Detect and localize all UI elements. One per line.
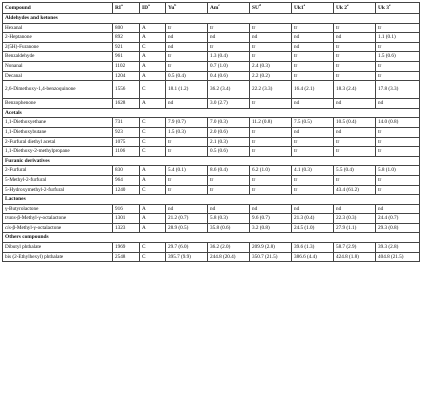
- section-title: Furanic derivatives: [3, 156, 420, 166]
- value-cell: tr: [166, 147, 208, 157]
- compound-name: 5-Methyl-2-furfural: [5, 176, 47, 183]
- compound-name: Hexanal: [5, 24, 23, 31]
- footnote-marker: e: [346, 3, 349, 8]
- compound-name: Decanal: [5, 72, 22, 79]
- table-row: [3, 175, 420, 185]
- table-row: [3, 204, 420, 214]
- compound-name: Benzaldehyde: [5, 53, 35, 60]
- column-header-label: Uk 3: [378, 5, 389, 11]
- id-cell: A: [140, 214, 166, 224]
- value-cell: tr: [208, 42, 250, 52]
- ri-cell: 1102: [113, 61, 140, 71]
- value-cell: 1.5 (0.3): [166, 127, 208, 137]
- value-cell: 209.9 (2.8): [250, 243, 292, 253]
- value-cell: tr: [292, 175, 334, 185]
- value-cell: 27.9 (1.1): [334, 223, 376, 233]
- value-cell: 5.8 (0.3): [208, 214, 250, 224]
- value-cell: tr: [250, 127, 292, 137]
- compound-name-cell: [3, 127, 113, 137]
- value-cell: tr: [334, 147, 376, 157]
- value-cell: 244.8 (20.4): [208, 252, 250, 262]
- value-cell: 3.2 (0.8): [250, 223, 292, 233]
- value-cell: 2.2 (0.2): [250, 71, 292, 81]
- id-cell: A: [140, 52, 166, 62]
- value-cell: 350.7 (21.5): [250, 252, 292, 262]
- value-cell: nd: [292, 42, 334, 52]
- ri-cell: 923: [113, 127, 140, 137]
- value-cell: 16.4 (2.1): [292, 81, 334, 99]
- compound-name-cell: [3, 52, 113, 62]
- value-cell: nd: [166, 204, 208, 214]
- id-cell: A: [140, 71, 166, 81]
- id-cell: A: [140, 23, 166, 33]
- footnote-marker: e: [388, 3, 391, 8]
- value-cell: nd: [376, 99, 420, 109]
- value-cell: 5.8 (1.0): [376, 166, 420, 176]
- value-cell: tr: [334, 52, 376, 62]
- value-cell: nd: [250, 204, 292, 214]
- footnote-marker: a: [121, 3, 123, 8]
- ri-cell: 1969: [113, 243, 140, 253]
- value-cell: tr: [208, 175, 250, 185]
- value-cell: tr: [376, 42, 420, 52]
- table-row: [3, 61, 420, 71]
- value-cell: 28.9 (0.5): [166, 223, 208, 233]
- compound-name-cell: [3, 214, 113, 224]
- ri-cell: 1301: [113, 214, 140, 224]
- id-cell: C: [140, 118, 166, 128]
- compound-name: γ-Butyrolactone: [5, 205, 39, 212]
- value-cell: 10.5 (0.4): [334, 118, 376, 128]
- value-cell: tr: [376, 61, 420, 71]
- value-cell: nd: [166, 99, 208, 109]
- value-cell: 1.5 (0.6): [376, 52, 420, 62]
- value-cell: 4.1 (0.3): [292, 166, 334, 176]
- value-cell: tr: [376, 71, 420, 81]
- value-cell: tr: [376, 175, 420, 185]
- value-cell: tr: [376, 147, 420, 157]
- value-cell: nd: [376, 204, 420, 214]
- section-row: [3, 14, 420, 24]
- value-cell: tr: [292, 137, 334, 147]
- value-cell: tr: [250, 137, 292, 147]
- id-cell: C: [140, 42, 166, 52]
- value-cell: 7.0 (0.3): [208, 118, 250, 128]
- value-cell: tr: [292, 61, 334, 71]
- value-cell: 6.2 (1.0): [250, 166, 292, 176]
- id-cell: A: [140, 223, 166, 233]
- value-cell: tr: [334, 42, 376, 52]
- value-cell: nd: [208, 33, 250, 43]
- value-cell: nd: [334, 127, 376, 137]
- value-cell: 3.0 (2.7): [208, 99, 250, 109]
- value-cell: tr: [208, 23, 250, 33]
- section-title: Others compounds: [3, 233, 420, 243]
- table-row: [3, 185, 420, 195]
- value-cell: 2.1 (0.3): [208, 137, 250, 147]
- value-cell: 17.8 (3.3): [376, 81, 420, 99]
- header-row: [3, 3, 420, 14]
- id-cell: A: [140, 166, 166, 176]
- compound-name-cell: [3, 204, 113, 214]
- compound-name-cell: [3, 243, 113, 253]
- column-header-label: SU: [252, 5, 259, 11]
- value-cell: 22.2 (3.3): [250, 81, 292, 99]
- table-row: [3, 71, 420, 81]
- compound-name: -β-Methyl-γ-octalactone: [10, 224, 62, 231]
- footnote-marker: a: [148, 3, 150, 8]
- isomer-prefix: trans: [5, 215, 16, 222]
- value-cell: tr: [250, 175, 292, 185]
- section-title: Aldehydes and ketones: [3, 14, 420, 24]
- value-cell: 5.4 (0.1): [166, 166, 208, 176]
- value-cell: 0.7 (1.0): [208, 61, 250, 71]
- id-cell: C: [140, 127, 166, 137]
- compound-name: 1,1-Diethoxyethane: [5, 119, 47, 126]
- column-header: [113, 3, 140, 14]
- value-cell: tr: [334, 137, 376, 147]
- value-cell: 0.4 (0.6): [208, 71, 250, 81]
- table-row: [3, 23, 420, 33]
- id-cell: A: [140, 33, 166, 43]
- compound-name-cell: [3, 33, 113, 43]
- value-cell: 35.8 (0.6): [208, 223, 250, 233]
- table-row: [3, 147, 420, 157]
- value-cell: nd: [334, 33, 376, 43]
- table-body: [3, 14, 420, 262]
- value-cell: tr: [292, 71, 334, 81]
- table-row: [3, 223, 420, 233]
- table-row: [3, 81, 420, 99]
- value-cell: tr: [166, 23, 208, 33]
- compound-name: 2-Furfural diethyl acetal: [5, 138, 56, 145]
- value-cell: tr: [250, 23, 292, 33]
- column-header-label: Yu: [168, 5, 175, 11]
- compound-name-cell: [3, 71, 113, 81]
- compound-name: bis (2-Ethylhexyl) phthalate: [5, 253, 64, 260]
- value-cell: 9.6 (0.7): [250, 214, 292, 224]
- id-cell: A: [140, 204, 166, 214]
- value-cell: 11.2 (0.8): [250, 118, 292, 128]
- compound-name-cell: [3, 252, 113, 262]
- compound-name: Dibutyl phthalate: [5, 244, 42, 251]
- value-cell: nd: [292, 204, 334, 214]
- value-cell: 36.2 (2.0): [208, 243, 250, 253]
- value-cell: tr: [334, 175, 376, 185]
- value-cell: nd: [334, 204, 376, 214]
- section-row: [3, 108, 420, 118]
- compound-name: -β-Methyl-γ-octalactone: [15, 215, 67, 222]
- id-cell: A: [140, 175, 166, 185]
- ri-cell: 1628: [113, 99, 140, 109]
- ri-cell: 1323: [113, 223, 140, 233]
- value-cell: tr: [166, 137, 208, 147]
- value-cell: tr: [166, 52, 208, 62]
- table-row: [3, 214, 420, 224]
- table-row: [3, 118, 420, 128]
- table-row: [3, 166, 420, 176]
- ri-cell: 961: [113, 52, 140, 62]
- value-cell: nd: [208, 204, 250, 214]
- value-cell: 39.3 (2.8): [376, 243, 420, 253]
- value-cell: 7.9 (0.7): [166, 118, 208, 128]
- section-row: [3, 233, 420, 243]
- compound-name-cell: [3, 23, 113, 33]
- table-row: [3, 252, 420, 262]
- column-header: [3, 3, 113, 14]
- ri-cell: 921: [113, 42, 140, 52]
- compound-name-cell: [3, 61, 113, 71]
- section-title: Acetals: [3, 108, 420, 118]
- compound-name-cell: [3, 42, 113, 52]
- value-cell: tr: [292, 185, 334, 195]
- value-cell: tr: [250, 185, 292, 195]
- compound-name-cell: [3, 99, 113, 109]
- value-cell: 1.3 (0.4): [208, 52, 250, 62]
- value-cell: 395.7 (9.9): [166, 252, 208, 262]
- value-cell: tr: [334, 61, 376, 71]
- table-row: [3, 243, 420, 253]
- value-cell: 21.2 (0.7): [166, 214, 208, 224]
- value-cell: nd: [292, 127, 334, 137]
- compound-name-cell: [3, 166, 113, 176]
- column-header: [334, 3, 376, 14]
- value-cell: tr: [334, 71, 376, 81]
- id-cell: C: [140, 147, 166, 157]
- column-header-label: RI: [115, 5, 121, 11]
- column-header-label: Uk 2: [336, 5, 347, 11]
- section-row: [3, 156, 420, 166]
- value-cell: tr: [376, 137, 420, 147]
- compound-name: 2(5H)-Furanone: [5, 43, 39, 50]
- footnote-marker: c: [218, 3, 220, 8]
- compound-name: 2,6-Dimethoxy-1,4-benzoquinone: [5, 85, 76, 92]
- value-cell: 24.5 (1.0): [292, 223, 334, 233]
- value-cell: 24.4 (0.7): [376, 214, 420, 224]
- section-title: Lactones: [3, 195, 420, 205]
- column-header: [166, 3, 208, 14]
- value-cell: 2.4 (0.3): [250, 61, 292, 71]
- isomer-prefix: cis: [5, 224, 11, 231]
- column-header: [140, 3, 166, 14]
- value-cell: 21.3 (0.4): [292, 214, 334, 224]
- ri-cell: 800: [113, 23, 140, 33]
- id-cell: A: [140, 61, 166, 71]
- value-cell: 2.0 (0.6): [208, 127, 250, 137]
- compound-name: 2-Heptanone: [5, 34, 32, 41]
- ri-cell: 1075: [113, 137, 140, 147]
- column-header-label: ID: [142, 5, 148, 11]
- value-cell: tr: [250, 52, 292, 62]
- id-cell: C: [140, 137, 166, 147]
- compound-name: 1,1-Diethoxy-2-methylpropane: [5, 148, 70, 155]
- value-cell: 29.7 (6.0): [166, 243, 208, 253]
- value-cell: nd: [292, 99, 334, 109]
- value-cell: nd: [166, 33, 208, 43]
- footnote-marker: e: [303, 3, 306, 8]
- ri-cell: 1240: [113, 185, 140, 195]
- value-cell: tr: [166, 61, 208, 71]
- column-header: [376, 3, 420, 14]
- ri-cell: 1204: [113, 71, 140, 81]
- compound-name-cell: [3, 81, 113, 99]
- compound-name-cell: [3, 175, 113, 185]
- value-cell: tr: [166, 175, 208, 185]
- ri-cell: 892: [113, 33, 140, 43]
- value-cell: 18.3 (2.4): [334, 81, 376, 99]
- value-cell: 1.1 (0.1): [376, 33, 420, 43]
- footnote-marker: d: [258, 3, 261, 8]
- table-row: [3, 42, 420, 52]
- value-cell: 18.1 (1.2): [166, 81, 208, 99]
- value-cell: nd: [334, 99, 376, 109]
- table-row: [3, 127, 420, 137]
- compound-name: 2-Furfural: [5, 167, 27, 174]
- ri-cell: 731: [113, 118, 140, 128]
- ri-cell: 916: [113, 204, 140, 214]
- ri-cell: 1106: [113, 147, 140, 157]
- table-row: [3, 33, 420, 43]
- value-cell: 0.5 (0.4): [166, 71, 208, 81]
- value-cell: tr: [250, 42, 292, 52]
- value-cell: tr: [376, 127, 420, 137]
- section-row: [3, 195, 420, 205]
- table-row: [3, 52, 420, 62]
- value-cell: tr: [292, 147, 334, 157]
- table-row: [3, 137, 420, 147]
- value-cell: tr: [292, 23, 334, 33]
- value-cell: 5.5 (0.4): [334, 166, 376, 176]
- value-cell: 7.5 (0.5): [292, 118, 334, 128]
- ri-cell: 830: [113, 166, 140, 176]
- footnote-marker: b: [174, 3, 177, 8]
- value-cell: tr: [250, 147, 292, 157]
- value-cell: 8.6 (0.4): [208, 166, 250, 176]
- value-cell: tr: [250, 99, 292, 109]
- value-cell: nd: [250, 33, 292, 43]
- value-cell: 29.3 (0.8): [376, 223, 420, 233]
- compound-name: Nonanal: [5, 62, 23, 69]
- id-cell: C: [140, 81, 166, 99]
- value-cell: nd: [166, 42, 208, 52]
- value-cell: 14.0 (0.8): [376, 118, 420, 128]
- value-cell: tr: [208, 185, 250, 195]
- compound-name: 1,1-Diethoxybutane: [5, 128, 47, 135]
- value-cell: 36.2 (3.4): [208, 81, 250, 99]
- value-cell: tr: [166, 185, 208, 195]
- id-cell: C: [140, 185, 166, 195]
- value-cell: 58.7 (2.9): [334, 243, 376, 253]
- compound-name-cell: [3, 147, 113, 157]
- value-cell: 39.6 (1.3): [292, 243, 334, 253]
- value-cell: tr: [334, 23, 376, 33]
- value-cell: 424.8 (1.8): [334, 252, 376, 262]
- ri-cell: 964: [113, 175, 140, 185]
- value-cell: tr: [376, 23, 420, 33]
- id-cell: C: [140, 252, 166, 262]
- column-header: [292, 3, 334, 14]
- column-header: [208, 3, 250, 14]
- id-cell: C: [140, 243, 166, 253]
- column-header: [250, 3, 292, 14]
- column-header-label: Uk1: [294, 5, 304, 11]
- ri-cell: 2548: [113, 252, 140, 262]
- id-cell: A: [140, 99, 166, 109]
- value-cell: 43.4 (61.2): [334, 185, 376, 195]
- value-cell: 386.6 (4.4): [292, 252, 334, 262]
- compound-table: [2, 2, 420, 262]
- compound-name: 5-Hydroxymethyl-2-furfural: [5, 186, 65, 193]
- compound-name-cell: [3, 223, 113, 233]
- value-cell: 404.8 (21.5): [376, 252, 420, 262]
- compound-name: Benzophenone: [5, 100, 36, 107]
- value-cell: tr: [376, 185, 420, 195]
- ri-cell: 1556: [113, 81, 140, 99]
- table-row: [3, 99, 420, 109]
- value-cell: 0.5 (0.6): [208, 147, 250, 157]
- compound-name-cell: [3, 118, 113, 128]
- column-header-label: Am: [210, 5, 219, 11]
- value-cell: 22.3 (0.3): [334, 214, 376, 224]
- value-cell: nd: [292, 33, 334, 43]
- value-cell: tr: [292, 52, 334, 62]
- compound-name-cell: [3, 185, 113, 195]
- column-header-label: Compound: [5, 5, 31, 11]
- compound-name-cell: [3, 137, 113, 147]
